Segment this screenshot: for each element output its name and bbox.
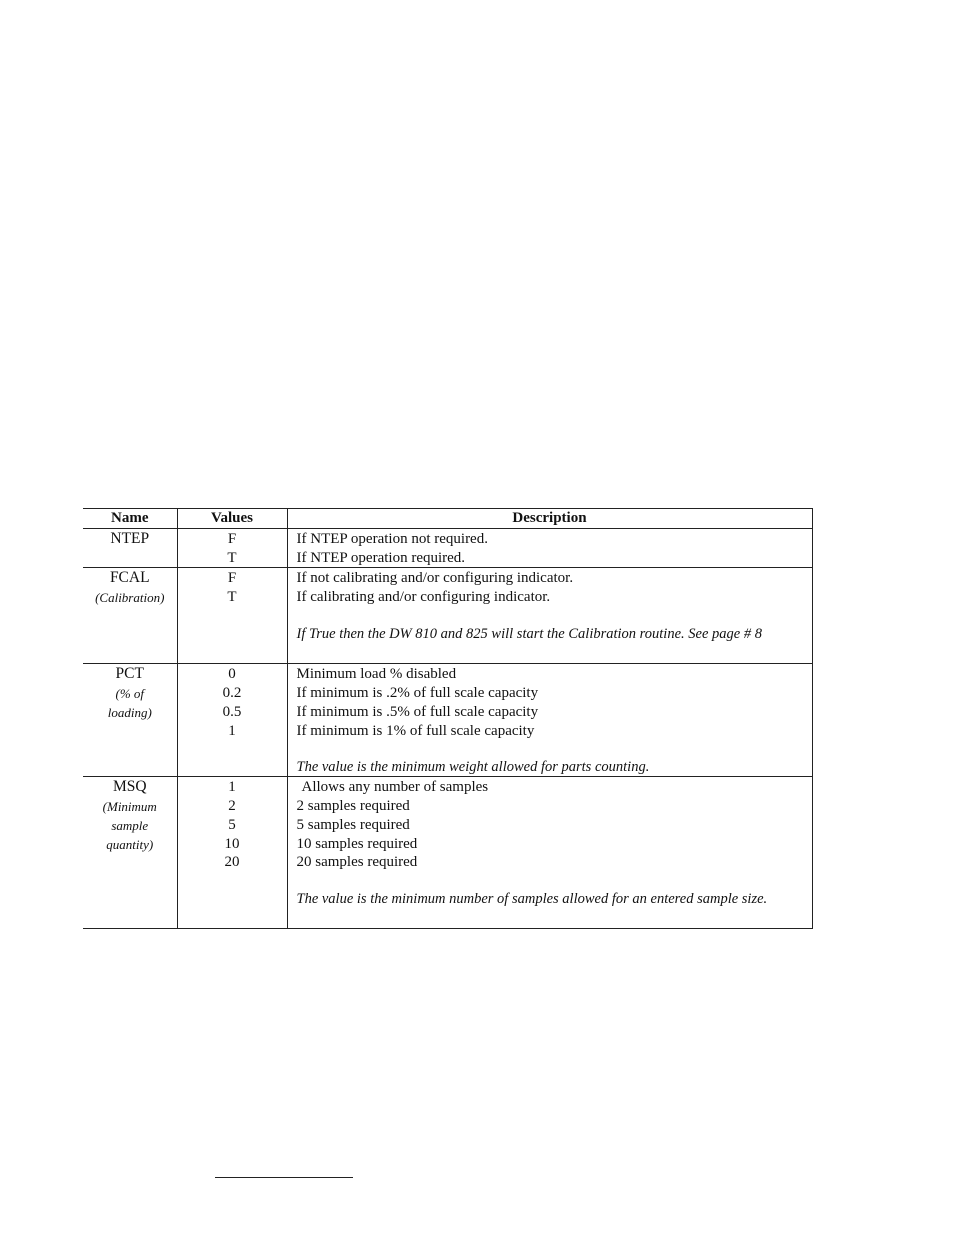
header-name: Name [83, 509, 177, 529]
param-description-cell [287, 664, 812, 777]
param-description: Minimum load % disabled [296, 666, 457, 683]
param-value: 10 [224, 835, 240, 852]
param-value: 1 [228, 779, 236, 796]
param-value: F [227, 570, 237, 587]
param-description: If minimum is .2% of full scale capacity [296, 685, 539, 702]
param-description: Allows any number of samples [301, 779, 489, 796]
param-values-cell [177, 529, 287, 568]
param-description: 20 samples required [296, 854, 418, 871]
param-values-cell [177, 568, 287, 664]
header-values: Values [177, 509, 287, 529]
param-value: 2 [228, 798, 236, 815]
param-subtitle: (Calibration) [95, 590, 165, 606]
param-value: T [227, 549, 237, 566]
parameters-table [83, 508, 813, 929]
table-header-row [83, 509, 812, 529]
param-name: NTEP [110, 530, 150, 547]
table-row [83, 568, 812, 664]
param-name: FCAL [109, 569, 150, 587]
param-value: 0.5 [222, 703, 242, 720]
param-value: 0.2 [222, 685, 242, 702]
param-value: 20 [224, 854, 240, 871]
param-description: If minimum is .5% of full scale capacity [296, 703, 539, 720]
param-value: 1 [228, 722, 236, 739]
param-description: If minimum is 1% of full scale capacity [296, 722, 535, 739]
param-name: PCT [115, 665, 144, 683]
param-description: 2 samples required [296, 798, 410, 815]
param-description-cell [287, 777, 812, 929]
param-description: If NTEP operation not required. [296, 531, 488, 547]
param-description: If not calibrating and/or configuring indicator. [296, 570, 574, 587]
param-description: 5 samples required [296, 816, 410, 833]
param-note: If True then the DW 810 and 825 will start the Calibration routine. See page # 8 [296, 625, 762, 642]
param-value: 0 [228, 666, 236, 683]
param-description-cell [287, 568, 812, 664]
table-row [83, 529, 812, 568]
param-name-cell [83, 529, 177, 568]
header-description: Description [287, 509, 812, 529]
param-subtitle: (% of loading) [107, 686, 152, 721]
param-note: The value is the minimum weight allowed for parts counting. [296, 759, 650, 776]
param-values-cell [177, 777, 287, 929]
param-description: If calibrating and/or configuring indicator. [296, 589, 551, 606]
param-name: MSQ [112, 778, 147, 796]
table-row [83, 777, 812, 929]
param-description: If NTEP operation required. [296, 549, 466, 566]
param-value: T [227, 589, 237, 606]
table-row [83, 664, 812, 777]
param-value: F [227, 531, 237, 547]
param-description: 10 samples required [296, 835, 418, 852]
param-note: The value is the minimum number of samples allowed for an entered sample size. [296, 890, 768, 907]
param-value: 5 [228, 816, 236, 833]
param-subtitle: (Minimum sample quantity) [102, 799, 157, 853]
param-values-cell [177, 664, 287, 777]
param-name-cell [83, 664, 177, 777]
param-name-cell [83, 777, 177, 929]
param-name-cell [83, 568, 177, 664]
footnote-separator [215, 1177, 353, 1178]
param-description-cell [287, 529, 812, 568]
